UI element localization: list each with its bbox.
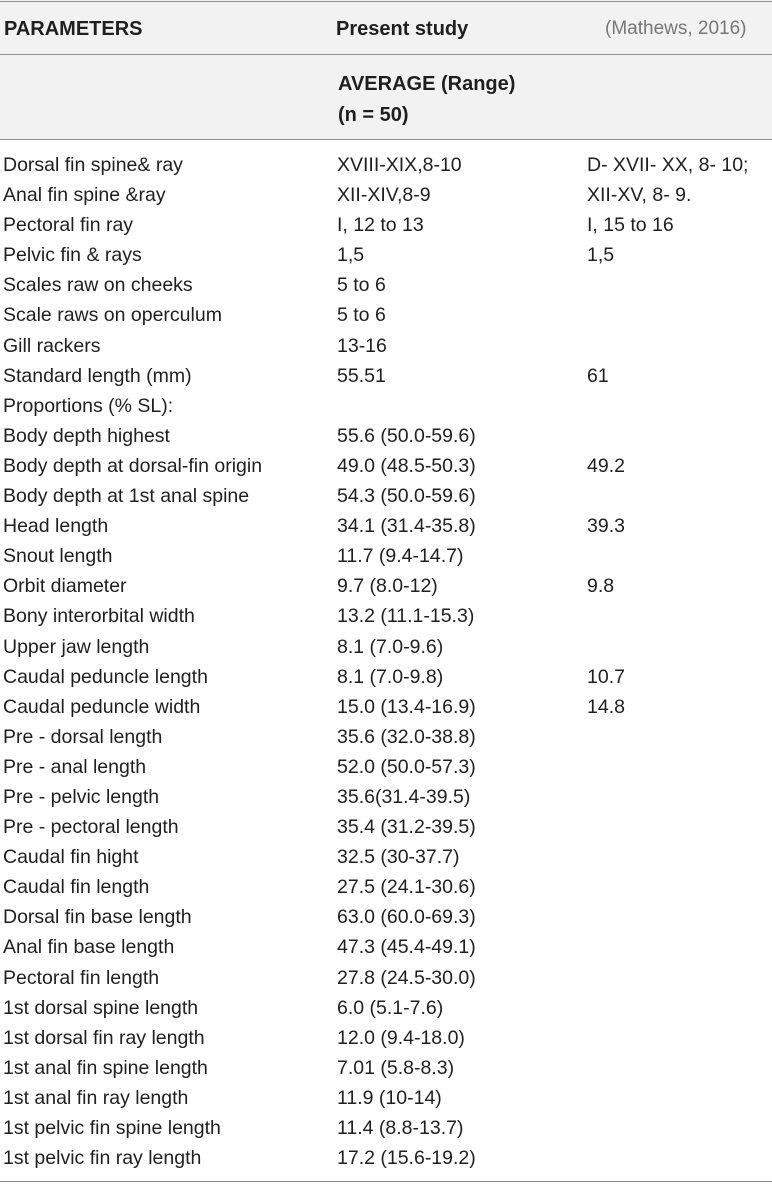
- row-reference-value: D- XVII- XX, 8- 10;: [587, 154, 749, 176]
- header-average-label: AVERAGE (Range): [338, 73, 516, 95]
- header-reference: (Mathews, 2016): [605, 18, 747, 39]
- row-parameter: Bony interorbital width: [3, 605, 195, 628]
- row-parameter: 1st anal fin spine length: [3, 1056, 208, 1079]
- table-row: [0, 210, 772, 240]
- row-parameter: Scale raws on operculum: [3, 304, 222, 327]
- row-reference-value: 14.8: [587, 695, 625, 718]
- row-present-study-value: 49.0 (48.5-50.3): [337, 454, 476, 477]
- row-present-study-value: 55.51: [337, 364, 386, 387]
- row-present-study-value: 54.3 (50.0-59.6): [337, 485, 476, 508]
- header-present-study: Present study: [336, 18, 469, 40]
- table-row: [0, 481, 772, 511]
- row-present-study-value: 11.4 (8.8-13.7): [337, 1117, 464, 1139]
- row-parameter: Dorsal fin base length: [3, 906, 192, 929]
- row-parameter: Body depth at dorsal-fin origin: [3, 454, 263, 477]
- row-present-study-value: 6.0 (5.1-7.6): [337, 996, 444, 1019]
- row-reference-value: I, 15 to 16: [587, 214, 674, 237]
- row-present-study-value: I, 12 to 13: [337, 214, 424, 237]
- row-parameter: 1st dorsal spine length: [3, 996, 199, 1019]
- table-row: [0, 361, 772, 391]
- table-row: [0, 692, 772, 722]
- row-parameter: Pre - anal length: [3, 755, 147, 778]
- row-parameter: 1st pelvic fin ray length: [3, 1147, 202, 1170]
- row-parameter: Body depth highest: [3, 424, 170, 447]
- table-row: [0, 1113, 772, 1143]
- table-row: [0, 240, 772, 270]
- row-parameter: Pectoral fin ray: [3, 214, 134, 237]
- row-present-study-value: 13.2 (11.1-15.3): [337, 605, 475, 628]
- table-row: [0, 872, 772, 902]
- row-parameter: 1st pelvic fin spine length: [3, 1117, 221, 1139]
- table-row: [0, 150, 772, 180]
- row-present-study-value: 15.0 (13.4-16.9): [337, 695, 476, 718]
- table-row: [0, 993, 772, 1023]
- row-parameter: Caudal peduncle length: [3, 665, 208, 688]
- row-present-study-value: 35.6 (32.0-38.8): [337, 725, 476, 748]
- table-row: [0, 571, 772, 601]
- table-row: [0, 632, 772, 662]
- row-present-study-value: 34.1 (31.4-35.8): [337, 515, 476, 538]
- table-row: [0, 722, 772, 752]
- row-present-study-value: 13-16: [337, 334, 387, 357]
- row-parameter: Gill rackers: [3, 334, 101, 357]
- row-reference-value: 39.3: [587, 515, 625, 538]
- row-parameter: Proportions (% SL):: [3, 394, 174, 417]
- header-average: [338, 69, 515, 131]
- row-parameter: Pre - dorsal length: [3, 725, 163, 748]
- table-row: [0, 451, 772, 481]
- table-row: [0, 1023, 772, 1053]
- table-row: [0, 963, 772, 993]
- row-parameter: Snout length: [3, 545, 113, 568]
- table-row: [0, 1143, 772, 1173]
- bottom-rule: [0, 1181, 772, 1182]
- row-present-study-value: 47.3 (45.4-49.1): [337, 936, 476, 959]
- row-present-study-value: 9.7 (8.0-12): [337, 575, 438, 598]
- table-row: [0, 812, 772, 842]
- table-row: [0, 1053, 772, 1083]
- row-parameter: Pectoral fin length: [3, 966, 160, 989]
- table-row: [0, 752, 772, 782]
- top-rule: [0, 1, 772, 2]
- table-row: [0, 180, 772, 210]
- row-present-study-value: 52.0 (50.0-57.3): [337, 755, 476, 778]
- row-reference-value: 1,5: [587, 244, 615, 267]
- header-parameters: PARAMETERS: [4, 18, 143, 40]
- row-present-study-value: 32.5 (30-37.7): [337, 846, 460, 869]
- row-present-study-value: 8.1 (7.0-9.8): [337, 665, 444, 688]
- header-rule: [0, 54, 772, 55]
- row-present-study-value: 27.8 (24.5-30.0): [337, 966, 476, 989]
- row-parameter: Pelvic fin & rays: [3, 244, 142, 267]
- row-present-study-value: 7.01 (5.8-8.3): [337, 1056, 455, 1079]
- row-parameter: Anal fin spine &ray: [3, 184, 166, 207]
- row-present-study-value: 55.6 (50.0-59.6): [337, 424, 476, 447]
- table-row: [0, 391, 772, 421]
- row-present-study-value: XVIII-XIX,8-10: [337, 154, 462, 176]
- header-sample-size: (n = 50): [338, 104, 409, 126]
- row-present-study-value: 5 to 6: [337, 304, 386, 327]
- row-parameter: Body depth at 1st anal spine: [3, 485, 250, 508]
- row-reference-value: XII-XV, 8- 9.: [587, 184, 692, 207]
- row-present-study-value: XII-XIV,8-9: [337, 184, 431, 207]
- row-reference-value: 49.2: [587, 454, 625, 477]
- table-row: [0, 782, 772, 812]
- row-reference-value: 9.8: [587, 575, 615, 598]
- table-row: [0, 421, 772, 451]
- row-parameter: Pre - pelvic length: [3, 785, 160, 808]
- row-parameter: Head length: [3, 515, 109, 538]
- table-row: [0, 902, 772, 932]
- row-parameter: Dorsal fin spine& ray: [3, 154, 183, 176]
- table-row: [0, 300, 772, 330]
- row-present-study-value: 5 to 6: [337, 274, 386, 297]
- row-parameter: Upper jaw length: [3, 635, 150, 658]
- row-parameter: Caudal fin hight: [3, 846, 139, 869]
- row-parameter: 1st anal fin ray length: [3, 1086, 189, 1109]
- row-present-study-value: 12.0 (9.4-18.0): [337, 1026, 465, 1049]
- row-reference-value: 10.7: [587, 665, 625, 688]
- row-reference-value: 61: [587, 364, 609, 387]
- table-row: [0, 331, 772, 361]
- table-row: [0, 270, 772, 300]
- row-parameter: 1st dorsal fin ray length: [3, 1026, 205, 1049]
- row-parameter: Caudal fin length: [3, 876, 150, 899]
- table-row: [0, 511, 772, 541]
- table-row: [0, 541, 772, 571]
- row-present-study-value: 11.9 (10-14): [337, 1086, 442, 1109]
- table-row: [0, 662, 772, 692]
- row-parameter: Pre - pectoral length: [3, 816, 179, 839]
- table-row: [0, 601, 772, 631]
- row-present-study-value: 63.0 (60.0-69.3): [337, 906, 476, 929]
- row-present-study-value: 1,5: [337, 244, 365, 267]
- table-body: [0, 150, 772, 1173]
- row-parameter: Scales raw on cheeks: [3, 274, 193, 297]
- table-row: [0, 932, 772, 962]
- row-parameter: Standard length (mm): [3, 364, 192, 387]
- row-parameter: Anal fin base length: [3, 936, 175, 959]
- row-parameter: Caudal peduncle width: [3, 695, 201, 718]
- row-present-study-value: 17.2 (15.6-19.2): [337, 1147, 476, 1170]
- table-row: [0, 1083, 772, 1113]
- table-row: [0, 842, 772, 872]
- row-parameter: Orbit diameter: [3, 575, 127, 598]
- row-present-study-value: 8.1 (7.0-9.6): [337, 635, 444, 658]
- row-present-study-value: 27.5 (24.1-30.6): [337, 876, 476, 899]
- row-present-study-value: 35.4 (31.2-39.5): [337, 816, 476, 839]
- row-present-study-value: 35.6(31.4-39.5): [337, 785, 471, 808]
- subheader-rule: [0, 139, 772, 140]
- row-present-study-value: 11.7 (9.4-14.7): [337, 545, 464, 568]
